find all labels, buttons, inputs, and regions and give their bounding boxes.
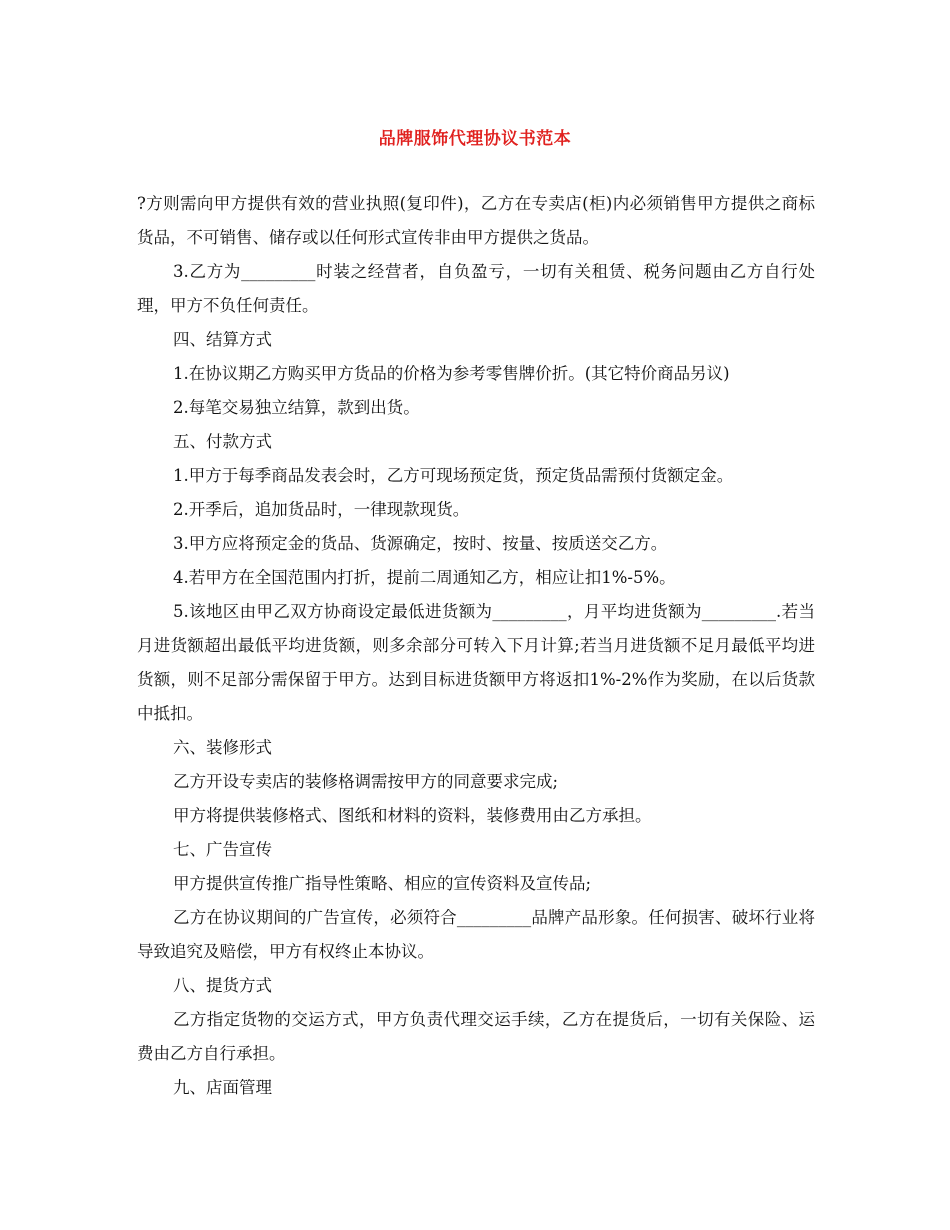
paragraph: 2.开季后，追加货品时，一律现款现货。 xyxy=(173,500,470,519)
document-body xyxy=(137,187,815,1105)
paragraph: 六、装修形式 xyxy=(173,738,272,757)
paragraph: 5.该地区由甲乙双方协商设定最低进货额为_________，月平均进货额为_________.若当月进货额超出最低平均进货额，则多余部分可转入下月计算;若当月进货额不足月最低平均进货额，则不足部分需保留于甲方。达到目标进货额甲方将返扣1%-2%作为奖励，在以后货款中抵扣。 xyxy=(137,602,815,723)
paragraph: 乙方在协议期间的广告宣传，必须符合_________品牌产品形象。任何损害、破坏行业将导致追究及赔偿，甲方有权终止本协议。 xyxy=(137,908,815,961)
paragraph: 3.甲方应将预定金的货品、货源确定，按时、按量、按质送交乙方。 xyxy=(173,534,668,553)
paragraph: 2.每笔交易独立结算，款到出货。 xyxy=(173,398,420,417)
paragraph: 甲方提供宣传推广指导性策略、相应的宣传资料及宣传品; xyxy=(173,874,592,893)
paragraph: 4.若甲方在全国范围内打折，提前二周通知乙方，相应让扣1%-5%。 xyxy=(173,568,676,587)
paragraph: 3.乙方为_________时装之经营者，自负盈亏，一切有关租赁、税务问题由乙方自行处理，甲方不负任何责任。 xyxy=(137,262,815,315)
paragraph: 五、付款方式 xyxy=(173,432,272,451)
paragraph: 四、结算方式 xyxy=(173,330,272,349)
paragraph: 八、提货方式 xyxy=(173,976,272,995)
paragraph: 七、广告宣传 xyxy=(173,840,272,859)
document-title: 品牌服饰代理协议书范本 xyxy=(378,129,572,149)
paragraph: 乙方指定货物的交运方式，甲方负责代理交运手续，乙方在提货后，一切有关保险、运费由乙方自行承担。 xyxy=(137,1010,815,1063)
paragraph: 1.在协议期乙方购买甲方货品的价格为参考零售牌价折。(其它特价商品另议) xyxy=(173,364,730,383)
paragraph: 九、店面管理 xyxy=(173,1078,272,1097)
paragraph: 1.甲方于每季商品发表会时，乙方可现场预定货，预定货品需预付货额定金。 xyxy=(173,466,734,485)
paragraph: 乙方开设专卖店的装修格调需按甲方的同意要求完成; xyxy=(173,772,559,791)
paragraph: ?方则需向甲方提供有效的营业执照(复印件)，乙方在专卖店(柜)内必须销售甲方提供之商标货品，不可销售、储存或以任何形式宣传非由甲方提供之货品。 xyxy=(137,194,815,247)
paragraph: 甲方将提供装修格式、图纸和材料的资料，装修费用由乙方承担。 xyxy=(173,806,652,825)
